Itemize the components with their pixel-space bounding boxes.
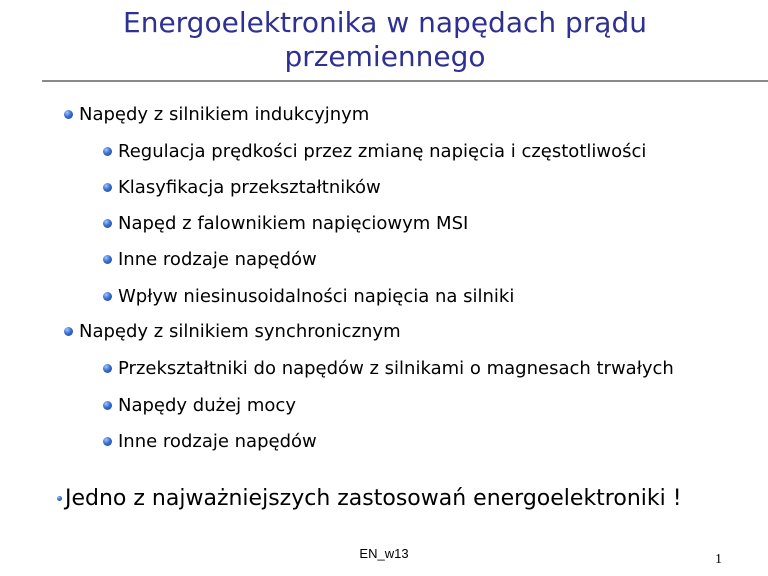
bullet-item-msi-inverter: [103, 213, 468, 234]
bullet-text: Napędy z silnikiem indukcyjnym: [79, 104, 370, 125]
bullet-item-high-power-drives: [103, 395, 296, 416]
page-number: 1: [715, 552, 722, 567]
bullet-item-permanent-magnet-converters: [103, 358, 674, 379]
bullet-text: Napędy z silnikiem synchronicznym: [79, 321, 401, 342]
bullet-item-induction-motor: [64, 104, 369, 125]
highlight-text: Jedno z najważniejszych zastosowań energoelektroniki !: [65, 486, 682, 511]
bullet-icon: [103, 401, 112, 410]
bullet-icon: [64, 327, 73, 336]
bullet-item-converter-classification: [103, 177, 381, 198]
bullet-icon: [57, 496, 62, 501]
highlight-statement: [57, 486, 682, 511]
bullet-icon: [64, 110, 73, 119]
bullet-icon: [103, 437, 112, 446]
slide-title: Energoelektronika w napędach prądu przemiennego: [123, 6, 647, 73]
bullet-text: Klasyfikacja przekształtników: [118, 177, 381, 198]
bullet-item-speed-regulation: [103, 141, 646, 162]
bullet-text: Inne rodzaje napędów: [118, 249, 317, 270]
bullet-icon: [103, 219, 112, 228]
footer-label: EN_w13: [359, 546, 409, 561]
bullet-text: Napędy dużej mocy: [118, 395, 296, 416]
bullet-item-other-drives-2: [103, 431, 317, 452]
bullet-text: Inne rodzaje napędów: [118, 431, 317, 452]
bullet-icon: [103, 364, 112, 373]
bullet-icon: [103, 292, 112, 301]
bullet-item-non-sinusoidal-voltage: [103, 286, 514, 307]
bullet-text: Napęd z falownikiem napięciowym MSI: [118, 213, 469, 234]
bullet-item-synchronous-motor: [64, 321, 401, 342]
bullet-text: Regulacja prędkości przez zmianę napięcia i częstotliwości: [118, 141, 647, 162]
bullet-icon: [103, 183, 112, 192]
bullet-text: Przekształtniki do napędów z silnikami o magnesach trwałych: [118, 358, 674, 379]
bullet-item-other-drives: [103, 249, 317, 270]
bullet-icon: [103, 255, 112, 264]
bullet-text: Wpływ niesinusoidalności napięcia na silniki: [118, 286, 515, 307]
bullet-icon: [103, 147, 112, 156]
